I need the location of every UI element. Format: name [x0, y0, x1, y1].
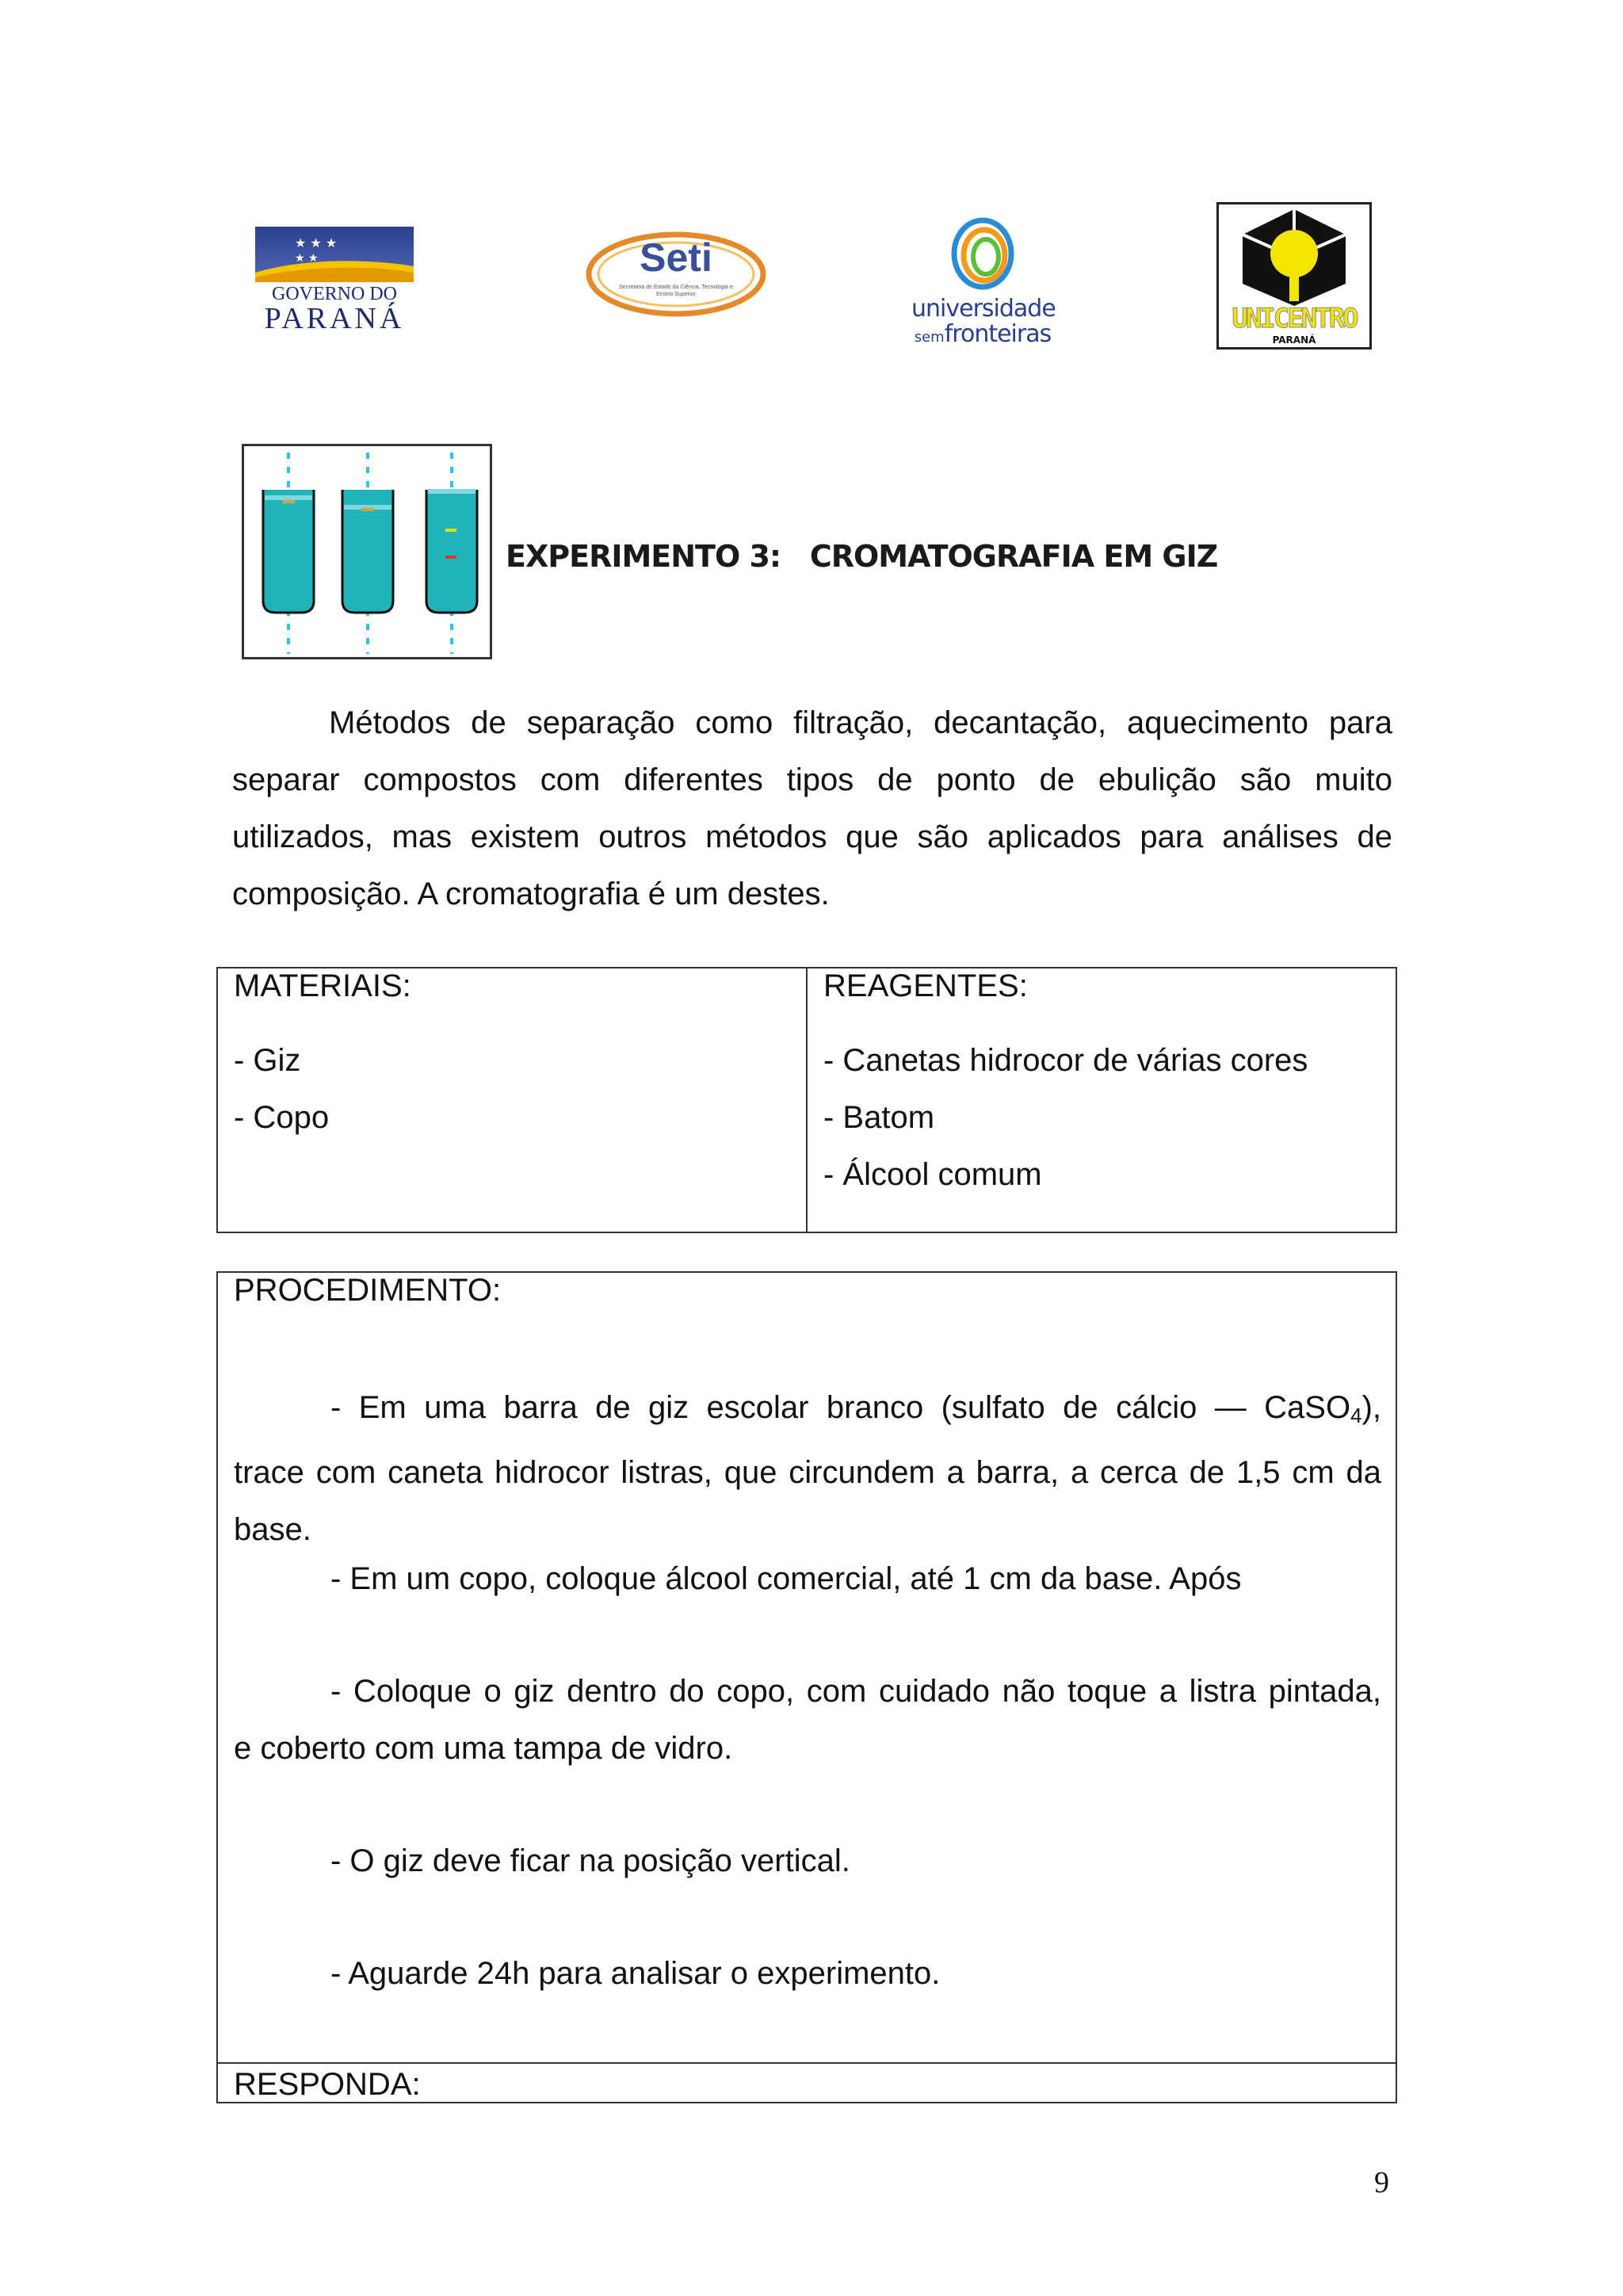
step-1-text-b: ),: [1361, 1390, 1381, 1425]
procedure-step-5: - Aguarde 24h para analisar o experimento.: [330, 1956, 941, 1991]
rings-icon: [943, 214, 1022, 293]
unicentro-cube-icon: [1219, 204, 1369, 308]
procedure-step-2: - Em um copo, coloque álcool comercial, até 1 cm da base. Após: [330, 1561, 1242, 1596]
intro-line-2: separar compostos com diferentes tipos de ponto de ebulição são muito: [232, 762, 1392, 797]
step-1-subscript: 4: [1350, 1404, 1362, 1427]
intro-line-3: utilizados, mas existem outros métodos que são aplicados para análises de: [232, 819, 1392, 854]
universidade-line1: universidade: [911, 295, 1056, 323]
governo-parana-logo: [255, 227, 414, 338]
parana-flag-icon: [255, 227, 414, 282]
procedure-header: PROCEDIMENTO:: [234, 1273, 502, 1308]
experiment-number: EXPERIMENTO 3:: [506, 539, 781, 574]
materials-reagents-table: [216, 967, 1397, 1233]
procedure-step-1: [234, 1379, 1381, 1558]
universidade-line2: [911, 320, 1054, 348]
intro-line-4: composição. A cromatografia é um destes.: [232, 877, 830, 911]
procedure-step-4: - O giz deve ficar na posição vertical.: [330, 1843, 850, 1878]
svg-text:★ ★: ★ ★: [295, 252, 319, 265]
step-1-text-a: - Em uma barra de giz escolar branco (sulfato de cálcio — CaSO: [330, 1390, 1351, 1425]
materials-item-copo: - Copo: [234, 1100, 330, 1135]
universidade-line2-prefix: sem: [914, 329, 945, 346]
chromatography-illustration: [242, 444, 492, 659]
respond-header: RESPONDA:: [234, 2067, 421, 2102]
reagents-item-canetas: - Canetas hidrocor de várias cores: [823, 1043, 1308, 1078]
procedure-step-1-line-1: [234, 1379, 1381, 1444]
experiment-title: [506, 539, 1217, 574]
governo-line1: GOVERNO DO: [272, 284, 397, 304]
intro-paragraph: [232, 694, 1392, 923]
unicentro-name: UNICENTRO: [1232, 303, 1357, 334]
reagents-header: REAGENTES:: [823, 968, 1028, 1003]
svg-text:★ ★ ★: ★ ★ ★: [295, 235, 338, 250]
seti-logo: [585, 228, 767, 320]
procedure-step-3-line-1: - Coloque o giz dentro do copo, com cuidado não toque a listra pintada,: [330, 1674, 1381, 1709]
unicentro-logo: [1216, 202, 1372, 350]
experiment-subject: CROMATOGRAFIA EM GIZ: [809, 539, 1218, 574]
procedure-box: [216, 1271, 1397, 2103]
seti-name: Seti: [640, 235, 712, 280]
governo-line2: PARANÁ: [264, 302, 405, 335]
materials-item-giz: - Giz: [234, 1043, 301, 1078]
procedure-step-3-line-2: e coberto com uma tampa de vidro.: [234, 1731, 733, 1766]
reagents-item-batom: - Batom: [823, 1100, 935, 1135]
materials-header: MATERIAIS:: [234, 968, 411, 1003]
unicentro-sub: PARANÁ: [1272, 334, 1316, 346]
universidade-line2-main: fronteiras: [944, 320, 1052, 348]
seti-tagline: Secretaria de Estado da Ciência, Tecnologia e Ensino Superior: [619, 285, 733, 297]
table-divider: [806, 968, 808, 1232]
page-number: 9: [1374, 2166, 1389, 2199]
procedure-step-1-line-3: base.: [234, 1512, 311, 1547]
reagents-item-alcool: - Álcool comum: [823, 1157, 1042, 1192]
respond-divider: [218, 2062, 1396, 2064]
intro-line-1: Métodos de separação como filtração, decantação, aquecimento para: [329, 705, 1392, 740]
chalk-columns-icon: [244, 446, 490, 657]
universidade-sem-fronteiras-logo: [911, 214, 1054, 349]
procedure-step-1-line-2: trace com caneta hidrocor listras, que circundem a barra, a cerca de 1,5 cm da: [234, 1455, 1381, 1490]
procedure-step-3: [234, 1663, 1381, 1777]
